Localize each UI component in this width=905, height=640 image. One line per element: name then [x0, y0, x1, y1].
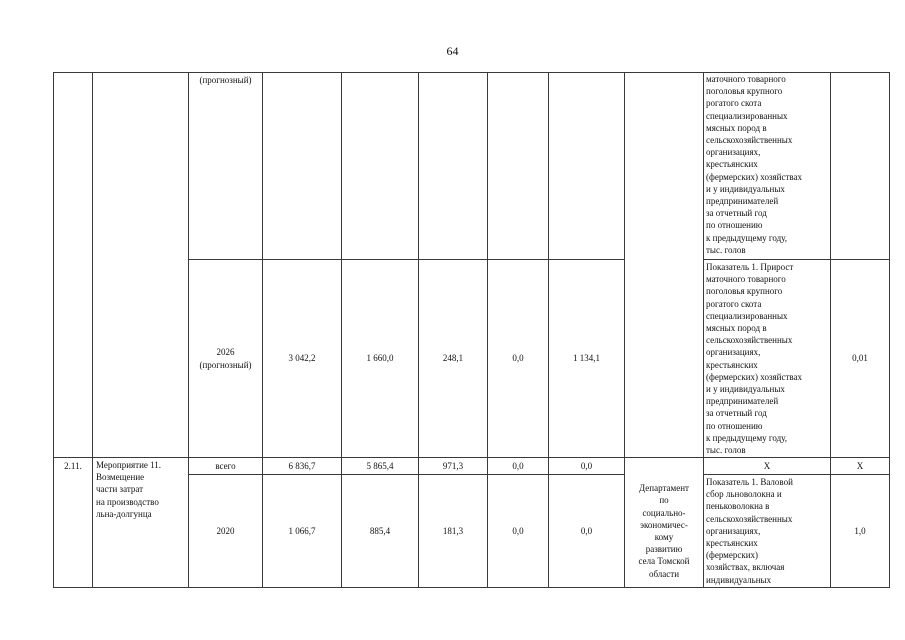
row4-total: 1 066,7 [288, 525, 316, 536]
row2-extra: 1 134,1 [573, 353, 600, 364]
row3-indicator: Х [763, 460, 771, 471]
row2-local: 0,0 [512, 353, 524, 364]
row4-federal: 885,4 [369, 525, 391, 536]
row4-executor: Департамент по социально- экономичес- кому развитию села Томской области [638, 483, 690, 579]
row3-number: 2.11. [64, 460, 82, 471]
row4-year: 2020 [216, 525, 235, 536]
page-number: 64 [446, 44, 459, 58]
row4-regional: 181,3 [442, 525, 464, 536]
row2-indicator: Показатель 1. Прирост маточного товарного поголовья крупного рогатого скота специализированных мясных пород в сельскохозяйственных организациях, крестьянских (фермерских) хозяйствах и у индивидуальных предпринимателей за отчетный год по отношению к предыдущему году, тыс. голов [706, 262, 803, 456]
row4-value: 1,0 [854, 525, 866, 536]
row2-regional: 248,1 [442, 353, 464, 364]
row2-value: 0,01 [852, 353, 868, 364]
row1-indicator: маточного товарного поголовья крупного рогатого скота специализированных мясных пород в сельскохозяйственных организациях, крестьянских (фермерских) хозяйствах и у индивидуальных предпринимателей за отчетный год по отношению к предыдущему году, тыс. голов [706, 74, 803, 255]
row4-local: 0,0 [512, 525, 524, 536]
row3-extra: 0,0 [580, 460, 593, 471]
row2-total: 3 042,2 [288, 353, 316, 364]
row1-year: (прогнозный) [199, 75, 252, 85]
row3-year: всего [215, 460, 236, 471]
row3-local: 0,0 [512, 460, 524, 471]
row2-year: 2026 (прогнозный) [199, 347, 252, 370]
row3-regional: 971,3 [442, 460, 464, 471]
row3-measure-name: Мероприятие 11. Возмещение части затрат на производство льна-долгунца [96, 460, 162, 519]
row4-extra: 0,0 [580, 525, 593, 536]
row3-federal: 5 865,4 [366, 460, 394, 471]
row3-value: Х [856, 460, 864, 471]
row3-total: 6 836,7 [288, 460, 316, 471]
row4-indicator: Показатель 1. Валовой сбор льноволокна и пеньковолокна в сельскохозяйственных организациях, крестьянских (фермерских) хозяйствах, включая индивидуальных [706, 477, 793, 585]
row2-federal: 1 660,0 [366, 353, 394, 364]
